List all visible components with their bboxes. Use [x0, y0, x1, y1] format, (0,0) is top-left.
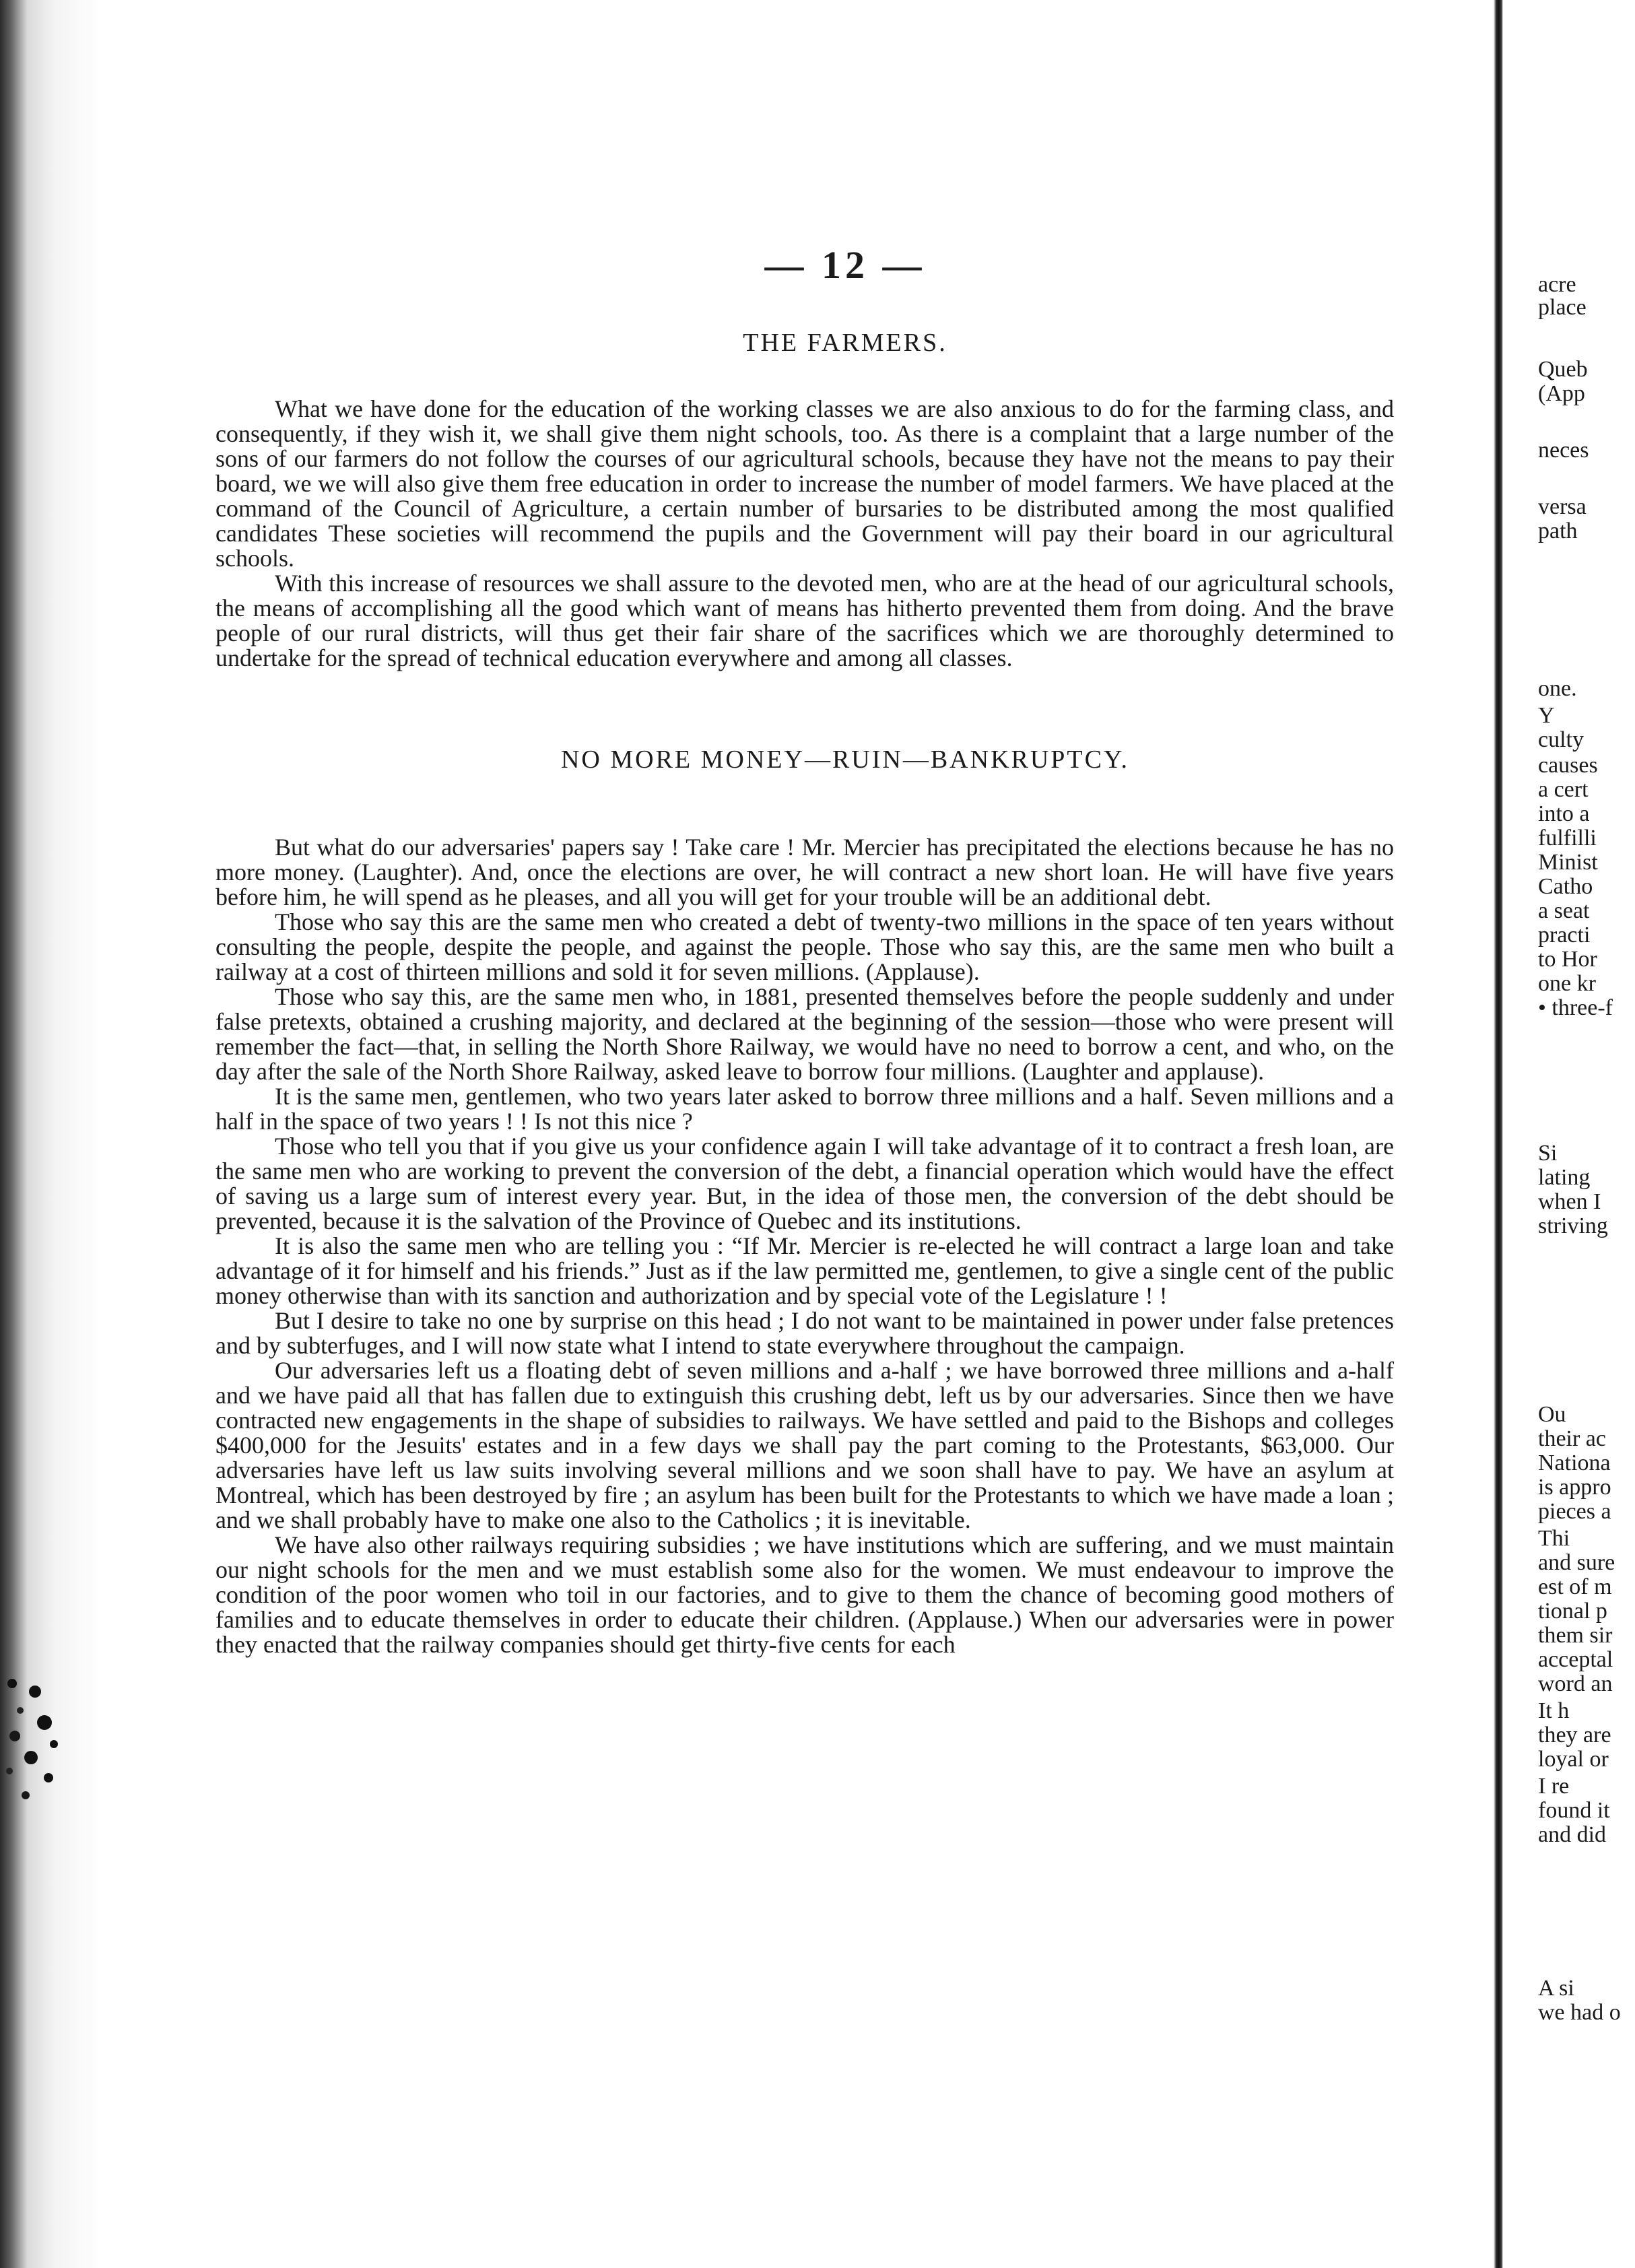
facing-page-line: It h — [1538, 1698, 1570, 1723]
facing-page-line: one kr — [1538, 971, 1596, 996]
paragraph: It is the same men, gentlemen, who two years later asked to borrow three millions and a half. Seven millions and a half in the space of two years ! ! Is not this nice ? — [215, 1083, 1394, 1135]
facing-page-line: and did — [1538, 1822, 1607, 1847]
facing-page-line: neces — [1538, 438, 1589, 463]
facing-page-line: versa — [1538, 494, 1587, 519]
facing-page-line: Thi — [1538, 1526, 1570, 1551]
facing-page-line: causes — [1538, 753, 1598, 778]
page-gutter — [1494, 0, 1503, 2268]
facing-page-line: striving — [1538, 1213, 1608, 1238]
facing-page-line: Catho — [1538, 874, 1593, 899]
facing-page-line: Queb — [1538, 357, 1588, 382]
facing-page-line: acre — [1538, 272, 1576, 297]
facing-page-line: Ou — [1538, 1402, 1566, 1427]
facing-page-line: word an — [1538, 1671, 1613, 1696]
facing-page-line: they are — [1538, 1723, 1611, 1747]
facing-page-line: • three-f — [1538, 995, 1613, 1020]
facing-page-line: loyal or — [1538, 1747, 1609, 1772]
facing-page-line: to Hor — [1538, 947, 1597, 972]
paragraph: But I desire to take no one by surprise on this head ; I do not want to be maintained in power under false pretences and by subterfuges, and I will now state what I intend to state everywhere throughout the campaign. — [215, 1307, 1394, 1359]
facing-page-line: practi — [1538, 923, 1591, 947]
facing-page-line: I re — [1538, 1774, 1570, 1799]
page-content — [215, 242, 1394, 1657]
facing-page-line: est of m — [1538, 1574, 1612, 1599]
paragraph: We have also other railways requiring subsidies ; we have institutions which are suffering, and we must maintain our night schools for the men and we must establish some also for the women. We must endeavour to improve the condition of the poor women who toil in our factories, and to give to them the chance of becoming good mothers of families and to educate themselves in order to educate their children. (Applause.) When our adversaries were in power they enacted that the railway companies should get thirty-five cents for each — [215, 1531, 1394, 1658]
facing-page-line: tional p — [1538, 1599, 1607, 1624]
facing-page-line: pieces a — [1538, 1499, 1611, 1524]
facing-page-line: Minist — [1538, 850, 1598, 875]
page-number: — 12 — — [764, 243, 926, 287]
facing-page-line: found it — [1538, 1798, 1610, 1823]
paragraph: With this increase of resources we shall assure to the devoted men, who are at the head of our agricultural schools, the means of accomplishing all the good which want of means has hitherto prevented them from doing. And the brave people of our rural districts, will thus get their fair share of the sacrifices which we are thoroughly determined to undertake for the spread of technical education everywhere and among all classes. — [215, 570, 1394, 671]
facing-page-line: we had o — [1538, 2000, 1621, 2025]
facing-page-line: A si — [1538, 1976, 1574, 2001]
facing-page-line: acceptal — [1538, 1647, 1613, 1672]
facing-page-line: is appro — [1538, 1475, 1611, 1500]
facing-page-line: Y — [1538, 703, 1555, 728]
facing-page-line: into a — [1538, 801, 1590, 826]
facing-page-line: Nationa — [1538, 1450, 1611, 1475]
paragraph: It is also the same men who are telling you : “If Mr. Mercier is re-elected he will contract a large loan and take advantage of it for himself and his friends.” Just as if the law permitted me, gentlemen, to give a single cent of the public money otherwise than with its sanction and authorization and by special vote of the Legislature ! ! — [215, 1232, 1394, 1309]
paragraph: But what do our adversaries' papers say ! Take care ! Mr. Mercier has precipitated the elections because he has no more money. (Laughter). And, once the elections are over, he will contract a new short loan. He will have five years before him, he will spend as he pleases, and all you will get for your trouble will be an additional debt. — [215, 834, 1394, 910]
paragraph: Our adversaries left us a floating debt of seven millions and a-half ; we have borrowed three millions and a-half and we have paid all that has fallen due to extinguish this crushing debt, left us by our adversaries. Since then we have contracted new engagements in the shape of subsidies to railways. We have settled and paid to the Bishops and colleges $400,000 for the Jesuits' estates and in a few days we shall pay the part coming to the Protestants, $63,000. Our adversaries have left us law suits involving several millions and we soon shall have to pay. We have an asylum at Montreal, which has been destroyed by fire ; an asylum has been built for the Protestants to which we have made a loan ; and we shall probably have to make one also to the Catholics ; it is inevitable. — [215, 1357, 1394, 1533]
facing-page-line: and sure — [1538, 1550, 1615, 1575]
facing-page-line: them sir — [1538, 1623, 1613, 1648]
facing-page-line: when I — [1538, 1189, 1601, 1214]
facing-page-line: path — [1538, 519, 1578, 543]
paragraph: Those who say this are the same men who created a debt of twenty-two millions in the space of ten years without consulting the people, despite the people, and against the people. Those who say this, are the same men who built a railway at a cost of thirteen millions and sold it for seven millions. (Applause). — [215, 908, 1394, 985]
binding-specks — [0, 1663, 74, 1825]
facing-page-line: culty — [1538, 727, 1584, 752]
binding-edge — [0, 0, 101, 2268]
paragraph: Those who say this, are the same men who, in 1881, presented themselves before the people suddenly and under false pretexts, obtained a crushing majority, and declared at the beginning of the session—those who were present will remember the fact—that, in selling the North Shore Railway, we would have no need to borrow a cent, and who, on the day after the sale of the North Shore Railway, asked leave to borrow four millions. (Laughter and applause). — [215, 983, 1394, 1085]
facing-page-line: Si — [1538, 1141, 1558, 1166]
section-heading-farmers: THE FARMERS. — [743, 329, 947, 357]
facing-page-line: one. — [1538, 676, 1577, 701]
paragraph: What we have done for the education of the working classes we are also anxious to do for the farming class, and consequently, if they wish it, we shall give them night schools, too. As there is a complaint that a large number of the sons of our farmers do not follow the courses of our agricultural schools, because they have not the means to pay their board, we we will also give them free education in order to increase the number of model farmers. We have placed at the command of the Council of Agriculture, a certain number of bursaries to be distributed among the most qualified candidates These societies will recommend the pupils and the Government will pay their board in our agricultural schools. — [215, 395, 1394, 572]
facing-page-line: their ac — [1538, 1426, 1606, 1451]
facing-page-line: fulfilli — [1538, 826, 1597, 850]
paragraph: Those who tell you that if you give us your confidence again I will take advantage of it to contract a fresh loan, are the same men who are working to prevent the conversion of the debt, a financial operation which would have the effect of saving us a large sum of interest every year. But, in the idea of those men, the conversion of the debt should be prevented, because it is the salvation of the Province of Quebec and its institutions. — [215, 1133, 1394, 1234]
facing-page — [1503, 0, 1635, 2268]
section-heading-no-more-money: NO MORE MONEY—RUIN—BANKRUPTCY. — [560, 745, 1130, 774]
facing-page-line: lating — [1538, 1165, 1591, 1190]
facing-page-line: a seat — [1538, 898, 1590, 923]
facing-page-line: place — [1538, 295, 1587, 320]
facing-page-line: a cert — [1538, 777, 1589, 802]
facing-page-line: (App — [1538, 381, 1585, 406]
